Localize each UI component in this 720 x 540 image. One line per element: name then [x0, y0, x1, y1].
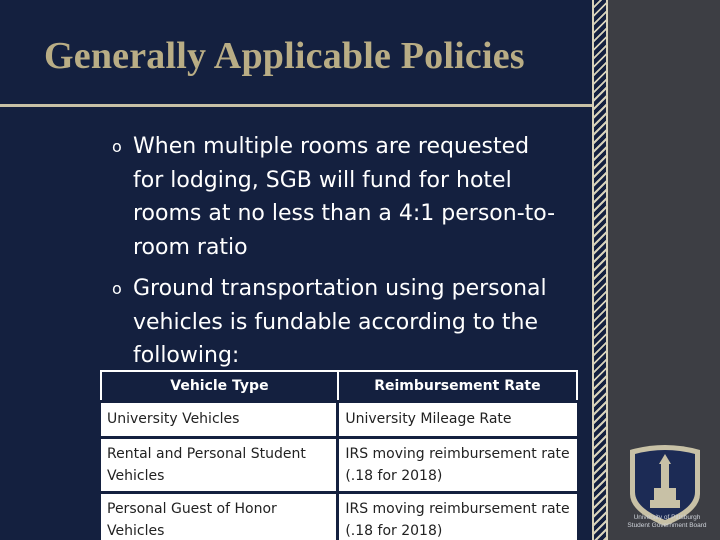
logo-caption: University of Pittsburgh Student Government Board	[627, 514, 707, 529]
bullet-text: When multiple rooms are requested for lodging, SGB will fund for hotel rooms at no less than a 4:1 person-to- room ratio	[133, 134, 556, 260]
bullet-text: Ground transportation using personal vehicles is fundable according to the following:	[133, 276, 547, 368]
column-header-reimbursement-rate: Reimbursement Rate	[338, 371, 577, 401]
bullet-item	[112, 130, 582, 264]
bullet-list	[112, 130, 582, 381]
table-cell: Rental and Personal Student Vehicles	[101, 437, 338, 492]
table-header-row	[101, 371, 577, 401]
slide-title: Generally Applicable Policies	[44, 35, 525, 77]
bullet-marker: o	[112, 279, 122, 298]
table-cell: University Mileage Rate	[338, 401, 577, 437]
table-cell: IRS moving reimbursement rate (.18 for 2018)	[338, 437, 577, 492]
table-row	[101, 492, 577, 540]
decorative-hatch-border	[592, 0, 608, 540]
table-row	[101, 437, 577, 492]
table-row	[101, 401, 577, 437]
table-cell: Personal Guest of Honor Vehicles	[101, 492, 338, 540]
bullet-item	[112, 272, 582, 373]
table-cell: University Vehicles	[101, 401, 338, 437]
bullet-marker: o	[112, 137, 122, 156]
reimbursement-table	[100, 370, 578, 540]
column-header-vehicle-type: Vehicle Type	[101, 371, 338, 401]
table-cell: IRS moving reimbursement rate (.18 for 2018)	[338, 492, 577, 540]
title-divider	[0, 104, 606, 107]
